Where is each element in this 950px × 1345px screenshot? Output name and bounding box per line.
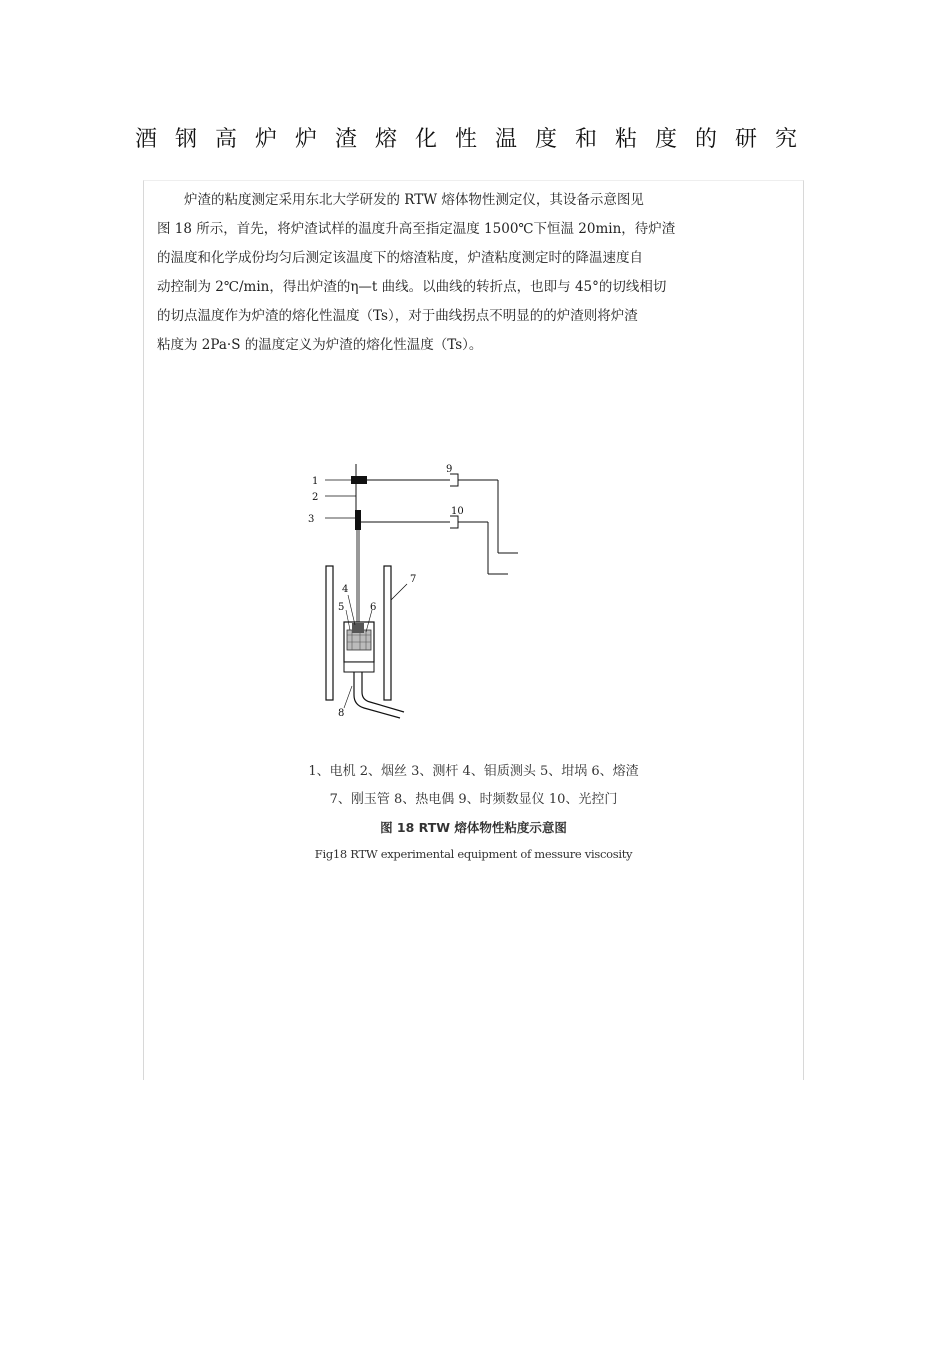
furnace-wall-right [384,566,391,700]
figure-caption-cn: 图 18 RTW 熔体物性粘度示意图 [380,820,567,835]
paragraph-line: 动控制为 2℃/min，得出炉渣的η—t 曲线。以曲线的转折点，也即与 45°的切线相切 [157,279,667,295]
label-4: 4 [342,584,349,595]
paragraph-line: 粘度为 2Pa·S 的温度定义为炉渣的熔化性温度（Ts）。 [157,337,483,353]
page-title: 酒钢高炉炉渣熔化性温度和粘度的研究 [134,127,815,152]
label-5: 5 [338,602,345,613]
furnace-wall-left [326,566,333,700]
leader-8 [344,686,352,708]
label-2: 2 [312,492,319,503]
figure-caption-en: Fig18 RTW experimental equipment of messure viscosity [314,847,633,861]
figure-legend-line-2: 7、刚玉管 8、热电偶 9、时频数显仪 10、光控门 [329,792,618,807]
pedestal [344,662,374,672]
label-9: 9 [446,464,453,475]
paragraph-line: 的温度和化学成份均匀后测定该温度下的熔渣粘度，炉渣粘度测定时的降温速度自 [157,250,643,266]
label-3: 3 [308,514,315,525]
apparatus-diagram [300,460,540,725]
molybdenum-head [352,623,364,633]
paragraph-line: 的切点温度作为炉渣的熔化性温度（Ts），对于曲线拐点不明显的的炉渣则将炉渣 [157,308,638,324]
connector-9 [450,474,458,486]
label-8: 8 [338,708,345,719]
leader-7 [391,584,407,600]
rod-holder [355,510,361,530]
paragraph-line: 炉渣的粘度测定采用东北大学研发的 RTW 熔体物性测定仪，其设备示意图见 [184,192,644,208]
paragraph-line: 图 18 所示，首先，将炉渣试样的温度升高至指定温度 1500℃下恒温 20min，待炉渣 [157,221,676,237]
label-10: 10 [451,506,464,517]
motor-block [351,476,367,484]
label-6: 6 [370,602,377,613]
leader-4 [348,595,355,625]
body-paragraph [157,186,747,360]
label-7: 7 [410,574,417,585]
thermocouple-outer [354,672,400,718]
label-1: 1 [312,476,319,487]
figure-legend-line-1: 1、电机 2、烟丝 3、测杆 4、钼质测头 5、坩埚 6、熔渣 [308,764,639,779]
connector-10 [450,516,458,528]
thermocouple-inner [362,672,404,712]
